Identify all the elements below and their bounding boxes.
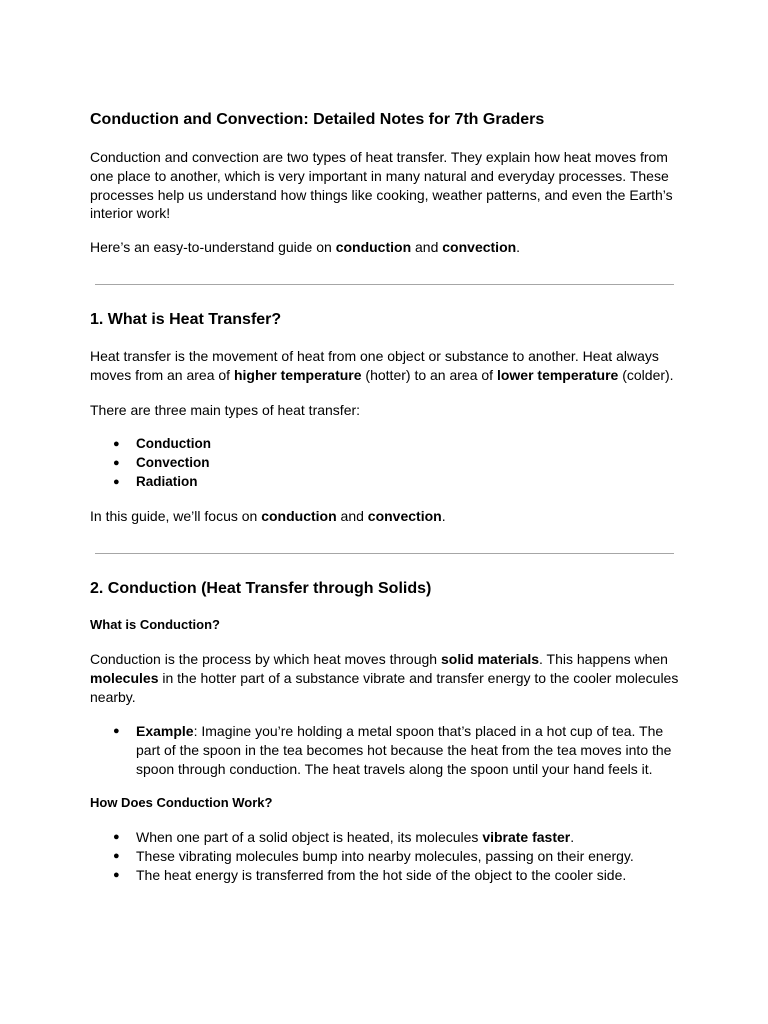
example-list [90, 722, 680, 778]
horizontal-divider [95, 553, 674, 554]
text-run: Heat transfer is the movement of heat from one object or substance to another. Heat always moves from an area of [90, 348, 659, 383]
bold-term: conduction [261, 508, 337, 524]
list-item [90, 722, 680, 778]
list-item [90, 828, 680, 847]
subheading: How Does Conduction Work? [90, 795, 273, 810]
text-run: . This happens when [539, 651, 668, 667]
heat-transfer-definition [90, 347, 680, 385]
document-title: Conduction and Convection: Detailed Notes for 7th Graders [90, 111, 545, 128]
types-intro: There are three main types of heat transfer: [90, 402, 361, 418]
bold-term: convection [442, 239, 517, 255]
text-run: . [570, 829, 575, 845]
intro-paragraph [90, 148, 680, 223]
conduction-definition [90, 650, 680, 706]
list-item-text: Conduction [136, 436, 211, 451]
list-item [90, 866, 680, 885]
text-run: In this guide, we’ll focus on [90, 508, 262, 524]
list-item [90, 435, 211, 454]
text-run: (colder). [618, 366, 674, 383]
bold-term: Example [136, 723, 194, 739]
bold-term: convection [367, 508, 442, 524]
heat-transfer-types-list [90, 435, 211, 491]
bullet-icon: ● [113, 868, 120, 881]
list-item-text: Convection [136, 454, 210, 470]
text-run: (hotter) to an area of [361, 366, 497, 383]
intro-text: Conduction and convection are two types of heat transfer. They explain how heat moves from one place to another, which is very important in many natural and everyday processes. These processes help us understand how things like cooking, weather patterns, and even the Earth’s interior work! [90, 149, 673, 222]
subheading: What is Conduction? [90, 617, 220, 632]
text-run: . [516, 239, 521, 255]
list-item [90, 473, 211, 492]
bullet-icon: ● [113, 831, 120, 843]
focus-paragraph [90, 507, 680, 526]
how-conduction-works-list [90, 828, 680, 884]
text-run: and [336, 508, 368, 524]
list-item-text: : Imagine you’re holding a metal spoon that’s placed in a hot cup of tea. The part of the spoon in the tea becomes hot because the heat from the tea moves into the spoon through conduction. The heat travels along the spoon until your hand feels it. [136, 723, 672, 777]
text-run: When one part of a solid object is heated, its molecules [136, 829, 483, 845]
horizontal-divider [95, 284, 674, 285]
bullet-icon: ● [113, 456, 120, 469]
bold-term: conduction [335, 239, 412, 255]
text-run: . [441, 508, 446, 524]
bullet-icon: ● [113, 438, 120, 450]
bold-term: vibrate faster [482, 829, 571, 845]
bold-term: lower temperature [496, 366, 619, 383]
text-run: Here’s an easy-to-understand guide on [90, 239, 336, 255]
list-item-text: The heat energy is transferred from the hot side of the object to the cooler side. [136, 866, 627, 883]
text-run: in the hotter part of a substance vibrate and transfer energy to the cooler molecules nearby. [90, 669, 679, 705]
list-item-text: Radiation [136, 473, 198, 489]
list-item [90, 454, 211, 473]
bold-term: molecules [90, 669, 159, 686]
bullet-icon: ● [113, 725, 120, 737]
section-heading: 2. Conduction (Heat Transfer through Solids) [90, 580, 432, 597]
text-run: Conduction is the process by which heat moves through [90, 651, 441, 667]
bullet-icon: ● [113, 475, 120, 488]
list-item-text: These vibrating molecules bump into nearby molecules, passing on their energy. [136, 847, 634, 864]
bold-term: higher temperature [233, 366, 362, 383]
text-run: and [411, 239, 443, 255]
intro-guide-paragraph [90, 238, 680, 257]
list-item [90, 847, 680, 866]
bold-term: solid materials [440, 651, 540, 667]
bullet-icon: ● [113, 849, 120, 862]
section-heading: 1. What is Heat Transfer? [90, 311, 282, 328]
